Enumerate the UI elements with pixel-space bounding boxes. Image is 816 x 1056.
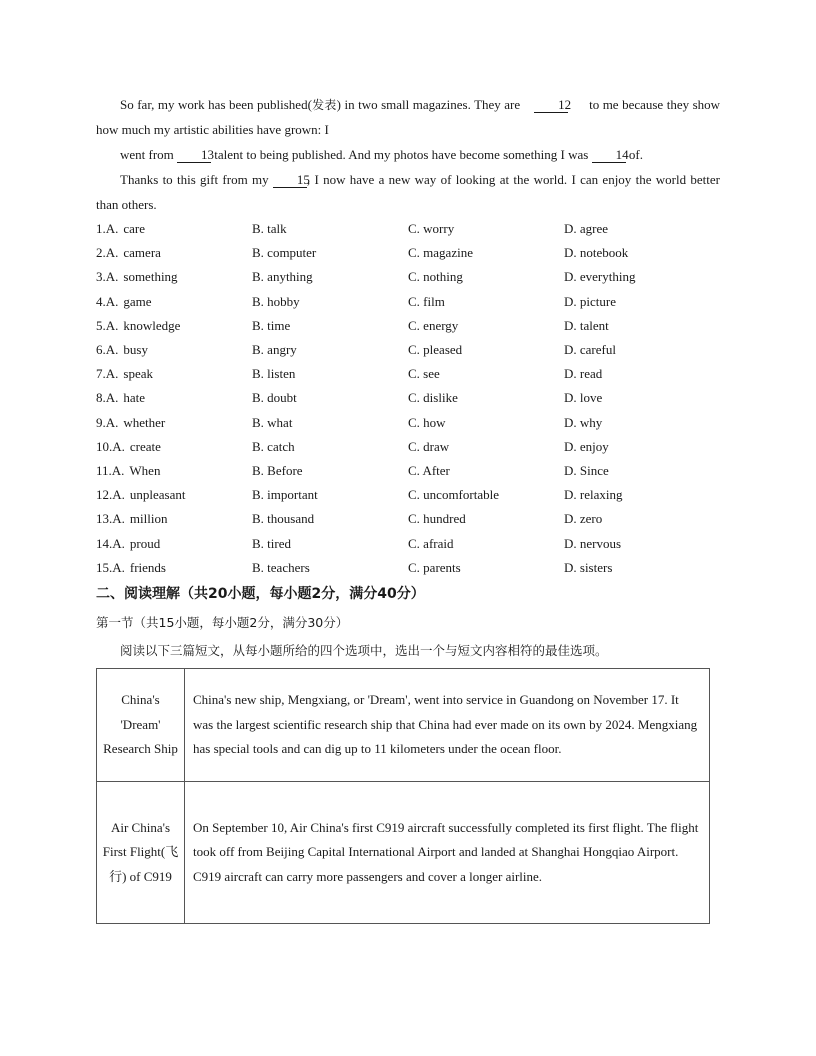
option-c: C. magazine [408,245,473,261]
option-d: D. relaxing [564,487,623,503]
option-b: B. angry [252,342,297,358]
option-d: D. sisters [564,559,613,575]
option-a-text: When [129,462,161,478]
option-c: C. afraid [408,535,454,551]
table-row [97,782,710,924]
option-a-text: care [123,221,146,237]
passage-text: to me because [589,97,664,112]
option-row [96,241,736,265]
option-b: B. Before [252,462,303,478]
option-number: 7.A. [96,366,119,382]
option-number: 2.A. [96,245,119,261]
option-b: B. thousand [252,511,315,527]
option-a-text: something [123,269,178,285]
option-c: C. see [408,366,440,382]
option-d: D. why [564,414,603,430]
option-number: 10.A. [96,438,125,454]
option-d: D. notebook [564,245,629,261]
option-a-text: speak [123,366,153,382]
option-b: B. doubt [252,390,297,406]
option-row [96,507,736,531]
option-b: B. teachers [252,559,310,575]
option-a [96,245,161,261]
option-b: B. catch [252,438,295,454]
passage-text: , I now have a new way of looking at the world. I can enjoy the world better than others. [96,172,721,212]
option-a-text: whether [123,414,166,430]
table-text-cell: On September 10, Air China's first C919 aircraft successfully completed its first flight. The flight took off from Beijing Capital International Airport and landed at Shanghai Hongqiao Airport. C919 aircraft can carry more passengers and cover a longer airline. [185,782,710,924]
option-row [96,483,736,507]
option-b: B. important [252,487,318,503]
instruction-text: 阅读以下三篇短文，从每小题所给的四个选项中，选出一个与短文内容相符的最佳选项。 [120,643,608,658]
option-number: 15.A. [96,559,125,575]
option-c: C. nothing [408,269,463,285]
passage-text: of. [628,147,643,162]
option-b: B. talk [252,221,287,237]
option-b: B. tired [252,535,291,551]
option-d: D. read [564,366,603,382]
option-row [96,435,736,459]
option-c: C. how [408,414,446,430]
option-a-text: knowledge [123,317,181,333]
blank-12: 12 [534,97,568,113]
option-d: D. agree [564,221,609,237]
option-a [96,294,152,310]
passage-text: ) in two small magazines. They are [336,97,521,112]
option-c: C. uncomfortable [408,487,499,503]
option-a [96,318,180,334]
option-d: D. enjoy [564,438,609,454]
option-a [96,342,148,358]
option-a [96,463,160,479]
passage-paragraph-3 [96,168,720,217]
option-a-text: proud [129,535,161,551]
blank-14: 14 [592,147,626,163]
option-row [96,386,736,410]
passage-text: they show how much my artistic abilities have grown: I [96,97,721,137]
option-c: C. parents [408,559,461,575]
option-c: C. hundred [408,511,466,527]
option-a [96,511,167,527]
option-a [96,221,145,237]
option-number: 5.A. [96,317,119,333]
section-heading: 二、阅读理解（共20小题，每小题2分，满分40分） [96,586,425,602]
option-row [96,531,736,555]
option-d: D. nervous [564,535,622,551]
option-number: 8.A. [96,390,119,406]
option-a [96,390,145,406]
option-a-text: game [123,293,152,309]
option-b: B. computer [252,245,317,261]
option-number: 6.A. [96,342,119,358]
table-topic-cell: Air China's First Flight(飞行) of C919 [97,782,185,924]
option-a-text: friends [129,559,166,575]
option-d: D. picture [564,293,616,309]
option-a [96,269,178,285]
option-row [96,556,736,580]
option-c: C. film [408,293,445,309]
option-b: B. what [252,414,293,430]
table-row [97,669,710,782]
option-c: C. After [408,462,450,478]
option-row [96,338,736,362]
option-number: 11.A. [96,462,125,478]
option-number: 1.A. [96,221,119,237]
option-a-text: unpleasant [129,487,186,503]
option-a [96,560,166,576]
passage-text-cn: 发表 [311,98,337,112]
option-row [96,314,736,338]
passage-text: Thanks to this gift from my [120,172,269,187]
option-d: D. Since [564,462,609,478]
option-a-text: million [129,511,168,527]
option-d: D. zero [564,511,603,527]
passage-text: talent to being published. And my photos have become something I was [214,147,589,162]
option-d: D. love [564,390,603,406]
passage-text: went from [120,147,174,162]
option-number: 13.A. [96,511,125,527]
option-row [96,411,736,435]
option-a [96,439,161,455]
blank-13: 13 [177,147,211,163]
passage-text: So far, my work has been published( [120,97,312,112]
option-number: 14.A. [96,535,125,551]
reading-table [96,668,710,924]
option-number: 3.A. [96,269,119,285]
option-c: C. pleased [408,342,463,358]
option-a-text: create [129,438,161,454]
table-topic-cell: China's 'Dream' Research Ship [97,669,185,782]
option-b: B. anything [252,269,313,285]
subsection-heading: 第一节（共15小题，每小题2分，满分30分） [96,615,349,630]
option-a [96,415,165,431]
option-number: 9.A. [96,414,119,430]
option-b: B. time [252,317,291,333]
options-list [96,217,736,580]
option-a [96,366,153,382]
option-d: D. everything [564,269,636,285]
option-b: B. hobby [252,293,300,309]
option-c: C. worry [408,221,455,237]
option-b: B. listen [252,366,296,382]
blank-15: 15 [273,172,307,188]
option-row [96,265,736,289]
option-a [96,536,160,552]
option-number: 4.A. [96,293,119,309]
option-c: C. energy [408,317,459,333]
option-c: C. draw [408,438,450,454]
option-a-text: busy [123,342,148,358]
passage-paragraph-1 [96,93,720,142]
table-text-cell: China's new ship, Mengxiang, or 'Dream', went into service in Guandong on November 17. It was the largest scientific research ship that China had ever made on its own by 2024. Mengxiang has special tools and can dig up to 11 kilometers under the ocean floor. [185,669,710,782]
option-row [96,217,736,241]
option-c: C. dislike [408,390,458,406]
option-a-text: camera [123,245,161,261]
option-d: D. careful [564,342,616,358]
option-row [96,290,736,314]
option-a [96,487,185,503]
option-number: 12.A. [96,487,125,503]
option-a-text: hate [123,390,146,406]
option-d: D. talent [564,317,609,333]
option-row [96,362,736,386]
passage-paragraph-2 [96,143,720,168]
option-row [96,459,736,483]
